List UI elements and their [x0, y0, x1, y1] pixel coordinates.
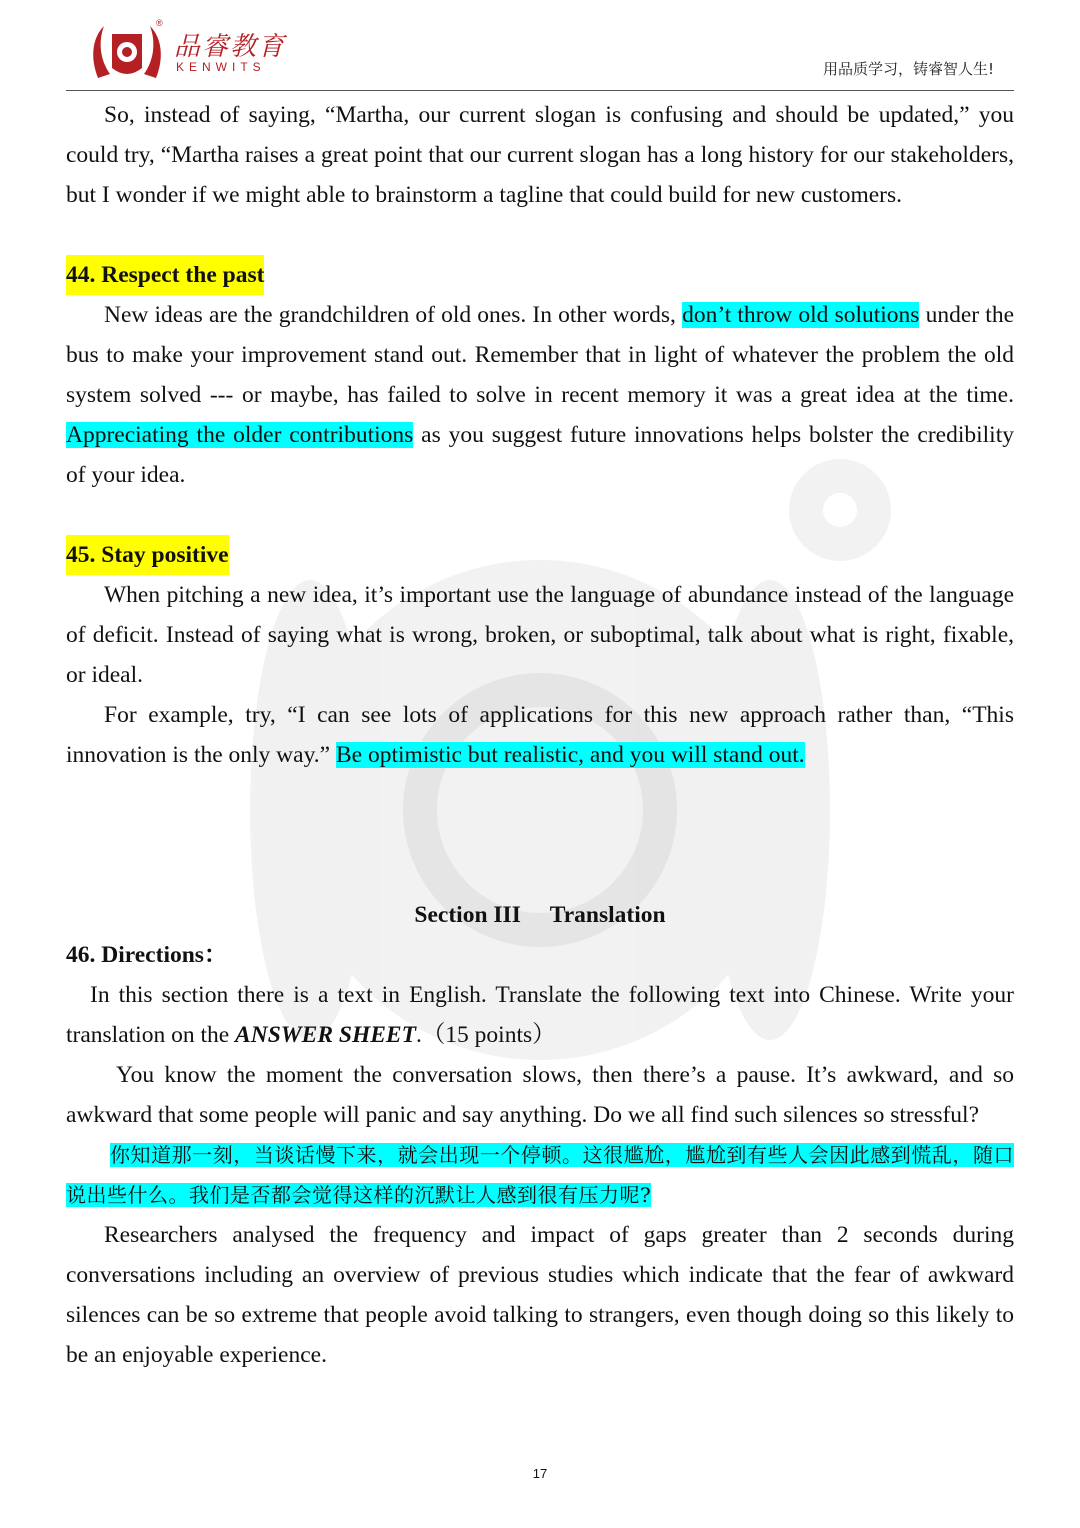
page-number: 17	[532, 1466, 548, 1481]
directions-text-a: In this section there is a text in English. Translate the following text into Chinese. Write your translation on the	[66, 982, 1014, 1048]
page-content	[66, 95, 1014, 1375]
heading-45	[66, 535, 1014, 575]
directions-heading: 46. Directions：	[66, 942, 228, 968]
directions-text	[66, 975, 1014, 1055]
p44-highlight-1: don’t throw old solutions	[682, 302, 920, 328]
answer-sheet-label: ANSWER SHEET	[235, 1022, 416, 1048]
heading-45-text: 45. Stay positive	[66, 535, 229, 575]
page-header	[66, 14, 1014, 91]
paragraph-45-2	[66, 695, 1014, 775]
heading-44	[66, 255, 1014, 295]
paragraph-46-chinese	[66, 1135, 1014, 1215]
directions-text-b: .（15 points）	[415, 1022, 556, 1048]
paragraph-46-1: You know the moment the conversation slows, then there’s a pause. It’s awkward, and so awkward that some people will panic and say anything. Do we all find such silences so stressful?	[66, 1062, 1014, 1128]
header-slogan: 用品质学习，铸睿智人生!	[822, 60, 994, 78]
paragraph-45-1: When pitching a new idea, it’s important use the language of abundance instead of the language of deficit. Instead of saying what is wrong, broken, or suboptimal, talk about what is right, fixable, or ideal.	[66, 582, 1014, 688]
heading-44-text: 44. Respect the past	[66, 255, 264, 295]
p44-text-c: as you suggest future innovations helps bolster the credibility of your idea.	[66, 422, 1014, 488]
brand-name-chinese: 品睿教育	[174, 32, 287, 62]
p45-highlight: Be optimistic but realistic, and you will stand out.	[336, 742, 805, 768]
section-title: Section III Translation	[414, 902, 666, 928]
paragraph-46-2: Researchers analysed the frequency and impact of gaps greater than 2 seconds during conversations including an overview of previous studies which indicate that the fear of awkward silences can be so extreme that people avoid talking to strangers, even though doing so this likely to be an enjoyable experience.	[66, 1222, 1014, 1368]
kenwits-logo-icon	[90, 18, 164, 88]
p44-text-b: under the bus to make your improvement stand out. Remember that in light of whatever the problem the old system solved --- or maybe, has failed to solve in recent memory it was a great idea at the time.	[66, 302, 1015, 408]
paragraph-44	[66, 295, 1014, 495]
chinese-translation-highlight: 你知道那一刻，当谈话慢下来，就会出现一个停顿。这很尴尬，尴尬到有些人会因此感到慌乱，随口说出些什么。我们是否都会觉得这样的沉默让人感到很有压力呢?	[66, 1143, 1014, 1207]
p45-text-a: For example, try, “I can see lots of applications for this new approach rather than, “This innovation is the only way.”	[66, 702, 1014, 768]
p44-text-a: New ideas are the grandchildren of old ones. In other words,	[104, 302, 683, 328]
paragraph-intro: So, instead of saying, “Martha, our current slogan is confusing and should be updated,” you could try, “Martha raises a great point that our current slogan has a long history for our stakeholders, but I wonder if we might able to brainstorm a tagline that could build for new customers.	[66, 102, 1014, 208]
p44-highlight-2: Appreciating the older contributions	[66, 422, 414, 448]
registered-mark: ®	[156, 18, 163, 28]
brand-name-english: KENWITS	[176, 60, 266, 74]
